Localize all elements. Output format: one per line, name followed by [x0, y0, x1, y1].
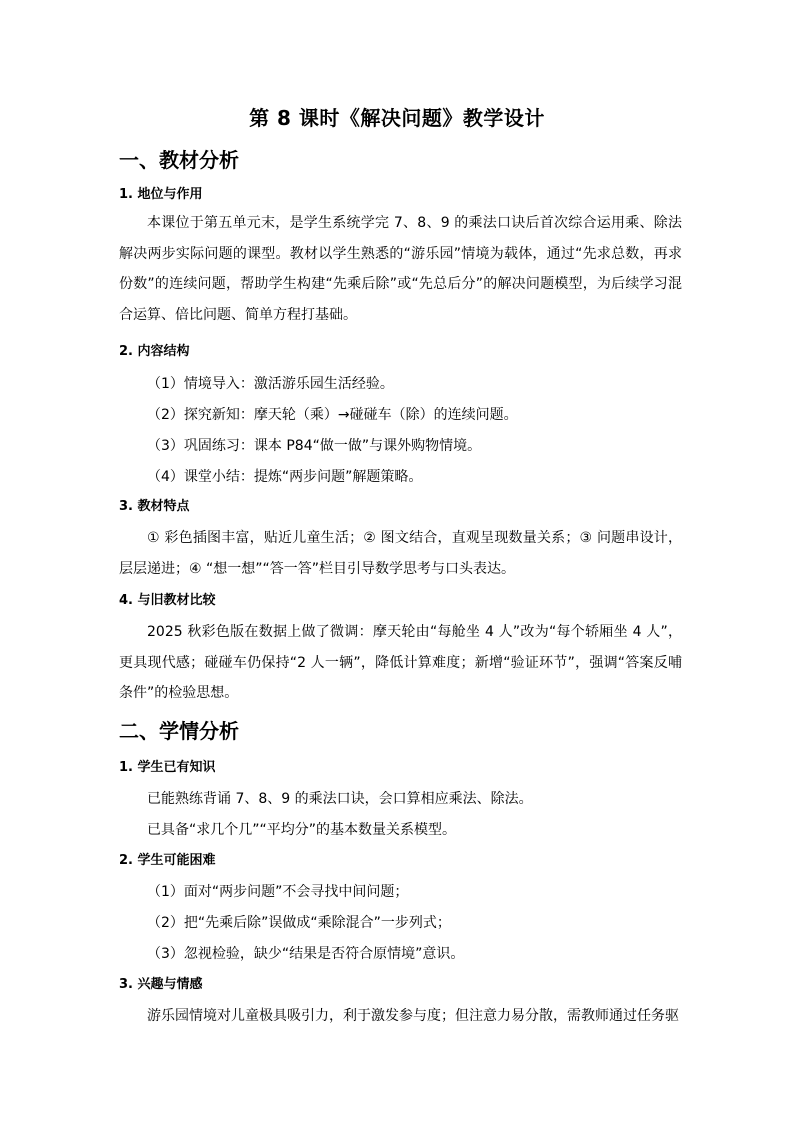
list-item: （2）探究新知：摩天轮（乘）→碰碰车（除）的连续问题。 — [147, 407, 518, 423]
section-heading-learner-analysis: 二、学情分析 — [119, 719, 239, 743]
subheading-position-role: 1. 地位与作用 — [119, 187, 203, 202]
paragraph-old-textbook-comparison: 2025 秋彩色版在数据上做了微调：摩天轮由“每舱坐 4 人”改为“每个轿厢坐 4 人”，更具现代感；碰碰车仍保持“2 人一辆”，降低计算难度；新增“验证环节”，强调“答案反哺条件”的检验思想。 — [119, 624, 682, 701]
subheading-content-structure: 2. 内容结构 — [119, 344, 190, 359]
paragraph-line: 已具备“求几个几”“平均分”的基本数量关系模型。 — [147, 822, 457, 838]
list-item: （3）巩固练习：课本 P84“做一做”与课外购物情境。 — [147, 438, 482, 454]
paragraph-position-role: 本课位于第五单元末，是学生系统学完 7、8、9 的乘法口诀后首次综合运用乘、除法解决两步实际问题的课型。教材以学生熟悉的“游乐园”情境为载体，通过“先求总数，再求份数”的连续问题，帮助学生构建“先乘后除”或“先总后分”的解决问题模型，为后续学习混合运算、倍比问题、简单方程打基础。 — [119, 215, 682, 323]
section-heading-textbook-analysis: 一、教材分析 — [119, 148, 239, 172]
list-item: （4）课堂小结：提炼“两步问题”解题策略。 — [147, 469, 423, 485]
paragraph-line: 已能熟练背诵 7、8、9 的乘法口诀，会口算相应乘法、除法。 — [147, 791, 533, 807]
subheading-prior-knowledge: 1. 学生已有知识 — [119, 760, 216, 775]
paragraph-interest-emotion: 游乐园情境对儿童极具吸引力，利于激发参与度；但注意力易分散，需教师通过任务驱 — [147, 1008, 679, 1024]
subheading-textbook-features: 3. 教材特点 — [119, 499, 190, 514]
list-item: （3）忽视检验，缺少“结果是否符合原情境”意识。 — [147, 946, 465, 962]
paragraph-textbook-features: ① 彩色插图丰富，贴近儿童生活；② 图文结合，直观呈现数量关系；③ 问题串设计，层层递进；④ “想一想”“答一答”栏目引导数学思考与口头表达。 — [119, 530, 682, 577]
subheading-old-textbook-comparison: 4. 与旧教材比较 — [119, 593, 216, 608]
list-item: （1）情境导入：激活游乐园生活经验。 — [147, 376, 394, 392]
list-item: （1）面对“两步问题”不会寻找中间问题； — [147, 884, 409, 900]
list-item: （2）把“先乘后除”误做成“乘除混合”一步列式； — [147, 915, 451, 931]
subheading-possible-difficulties: 2. 学生可能困难 — [119, 853, 216, 868]
subheading-interest-emotion: 3. 兴趣与情感 — [119, 977, 203, 992]
document-title: 第 8 课时《解决问题》教学设计 — [249, 106, 545, 130]
